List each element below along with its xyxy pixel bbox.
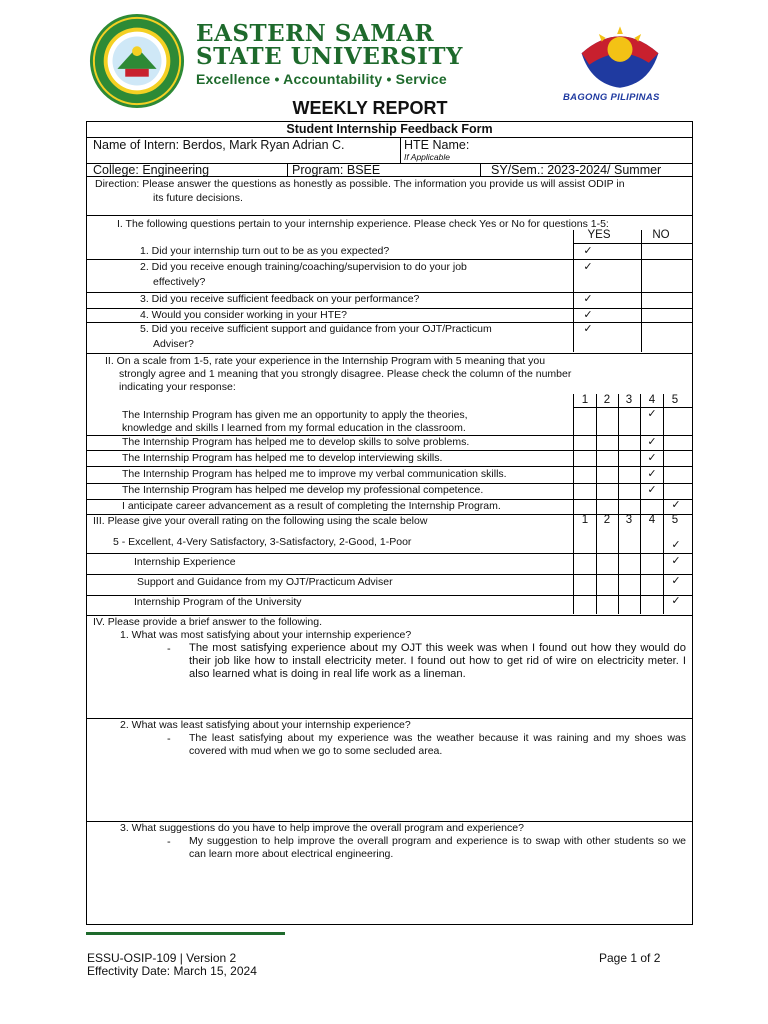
divider — [287, 163, 288, 176]
answer-1-dash: - — [167, 643, 171, 655]
divider — [618, 394, 619, 614]
yes-header: YES — [587, 229, 611, 241]
rating-header-5: 5 — [671, 514, 679, 526]
divider — [87, 353, 692, 354]
rating-header-2: 2 — [603, 514, 611, 526]
answer-2-dash: - — [167, 733, 171, 745]
rating-header-3: 3 — [625, 514, 633, 526]
statement-3-check-4[interactable]: ✓ — [647, 452, 657, 464]
school-year-semester: SY/Sem.: 2023-2024/ Summer — [491, 163, 662, 177]
divider — [87, 553, 692, 554]
divider — [596, 394, 597, 614]
form-title: Student Internship Feedback Form — [286, 122, 493, 136]
statement-1-check-4[interactable]: ✓ — [647, 408, 657, 420]
divider — [640, 394, 641, 614]
answer-1: The most satisfying experience about my OJT this week was when I found out how they would do their job like how to install electricity meter. I found out how to get rid of wire on electricity meter. I also learned what is doing in real life work as a lineman. — [189, 642, 686, 680]
footer-code: ESSU-OSIP-109 | Version 2 — [87, 951, 237, 965]
q4-yes-check[interactable]: ✓ — [583, 309, 593, 321]
divider — [573, 407, 692, 408]
rating-internship-experience: Internship Experience — [134, 556, 236, 568]
answer-3-dash: - — [167, 836, 171, 848]
statement-1-line1: The Internship Program has given me an opportunity to apply the theories, — [122, 409, 468, 421]
university-name — [196, 22, 463, 68]
scale-row-check-5[interactable]: ✓ — [671, 539, 681, 551]
statement-6: I anticipate career advancement as a result of completing the Internship Program. — [122, 500, 501, 512]
divider — [480, 163, 481, 176]
rating-header-1: 1 — [581, 514, 589, 526]
intern-name: Name of Intern: Berdos, Mark Ryan Adrian C. — [93, 138, 345, 152]
rating-1-check-5[interactable]: ✓ — [671, 555, 681, 567]
hte-name-label: HTE Name: — [404, 138, 470, 152]
q1-yes-check[interactable]: ✓ — [583, 245, 593, 257]
question-2-line1: 2. Did you receive enough training/coaching/supervision to do your job — [140, 261, 467, 273]
section2-heading-line1: II. On a scale from 1-5, rate your experience in the Internship Program with 5 meaning that you — [105, 355, 546, 367]
direction-line1: Direction: Please answer the questions as honestly as possible. The information you provide us will assist ODIP in — [95, 178, 625, 190]
program: Program: BSEE — [292, 163, 381, 177]
no-header: NO — [652, 229, 670, 241]
hte-note: If Applicable — [404, 152, 450, 162]
statement-5-check-4[interactable]: ✓ — [647, 484, 657, 496]
rating-support-guidance: Support and Guidance from my OJT/Practicum Adviser — [137, 576, 393, 588]
report-title: WEEKLY REPORT — [292, 98, 448, 118]
university-name-line1: EASTERN SAMAR — [196, 20, 435, 47]
rating-2-check-5[interactable]: ✓ — [671, 575, 681, 587]
rating-header-4: 4 — [648, 514, 656, 526]
q5-yes-check[interactable]: ✓ — [583, 323, 593, 335]
question-1: 1. Did your internship turn out to be as you expected? — [140, 245, 390, 257]
statement-2-check-4[interactable]: ✓ — [647, 436, 657, 448]
divider — [663, 394, 664, 614]
question-3: 3. Did you receive sufficient feedback on your performance? — [140, 293, 420, 305]
college: College: Engineering — [93, 163, 210, 177]
answer-3: My suggestion to help improve the overall program and experience is to swap with other students so we can learn more about electrical engineering. — [189, 835, 686, 860]
section4-heading: IV. Please provide a brief answer to the following. — [93, 616, 322, 628]
divider — [87, 450, 692, 451]
question-5-line2: Adviser? — [153, 338, 194, 350]
scale-header-1: 1 — [581, 394, 589, 406]
direction-line2: its future decisions. — [153, 192, 243, 204]
section4-question-2: 2. What was least satisfying about your internship experience? — [120, 719, 411, 731]
university-motto: Excellence • Accountability • Service — [196, 71, 447, 87]
university-name-line2: STATE UNIVERSITY — [196, 43, 463, 70]
question-2-line2: effectively? — [153, 276, 206, 288]
divider — [87, 466, 692, 467]
statement-4: The Internship Program has helped me to improve my verbal communication skills. — [122, 468, 507, 480]
scale-header-2: 2 — [603, 394, 611, 406]
statement-1-line2: knowledge and skills I learned from my formal education in the classroom. — [122, 422, 466, 434]
statement-2: The Internship Program has helped me to develop skills to solve problems. — [122, 436, 470, 448]
scale-header-4: 4 — [648, 394, 656, 406]
scale-header-5: 5 — [671, 394, 679, 406]
statement-3: The Internship Program has helped me to develop interviewing skills. — [122, 452, 443, 464]
section1-heading: I. The following questions pertain to your internship experience. Please check Yes or No for questions 1-5: — [117, 218, 609, 230]
question-5-line1: 5. Did you receive sufficient support and guidance from your OJT/Practicum — [140, 323, 492, 335]
statement-5: The Internship Program has helped me develop my professional competence. — [122, 484, 484, 496]
feedback-form — [86, 121, 693, 925]
rating-internship-program: Internship Program of the University — [134, 596, 302, 608]
bagong-pilipinas-logo — [572, 24, 668, 92]
q2-yes-check[interactable]: ✓ — [583, 261, 593, 273]
footer-page-number: Page 1 of 2 — [599, 951, 661, 965]
section2-heading-line2: strongly agree and 1 meaning that you strongly disagree. Please check the column of the number — [119, 368, 572, 380]
divider — [573, 394, 574, 614]
university-seal-logo — [88, 12, 186, 110]
answer-2: The least satisfying about my experience was the weather because it was raining and my shoes was covered with mud when we go to some secluded area. — [189, 732, 686, 757]
divider — [87, 574, 692, 575]
divider — [573, 230, 574, 352]
section4-question-3: 3. What suggestions do you have to help improve the overall program and experience? — [120, 822, 524, 834]
section4-question-1: 1. What was most satisfying about your internship experience? — [120, 629, 412, 641]
question-4: 4. Would you consider working in your HTE? — [140, 309, 347, 321]
bagong-pilipinas-text: BAGONG PILIPINAS — [563, 92, 660, 103]
section3-heading: III. Please give your overall rating on the following using the scale below — [93, 515, 428, 527]
divider — [641, 230, 642, 352]
scale-header-3: 3 — [625, 394, 633, 406]
rating-3-check-5[interactable]: ✓ — [671, 595, 681, 607]
section3-scale: 5 - Excellent, 4-Very Satisfactory, 3-Satisfactory, 2-Good, 1-Poor — [113, 536, 412, 548]
divider — [87, 259, 692, 260]
footer-divider — [86, 932, 285, 935]
q3-yes-check[interactable]: ✓ — [583, 293, 593, 305]
divider — [87, 215, 692, 216]
section2-heading-line3: indicating your response: — [119, 381, 236, 393]
footer-effectivity: Effectivity Date: March 15, 2024 — [87, 964, 257, 978]
statement-4-check-4[interactable]: ✓ — [647, 468, 657, 480]
divider — [400, 137, 401, 163]
statement-6-check-5[interactable]: ✓ — [671, 499, 681, 511]
